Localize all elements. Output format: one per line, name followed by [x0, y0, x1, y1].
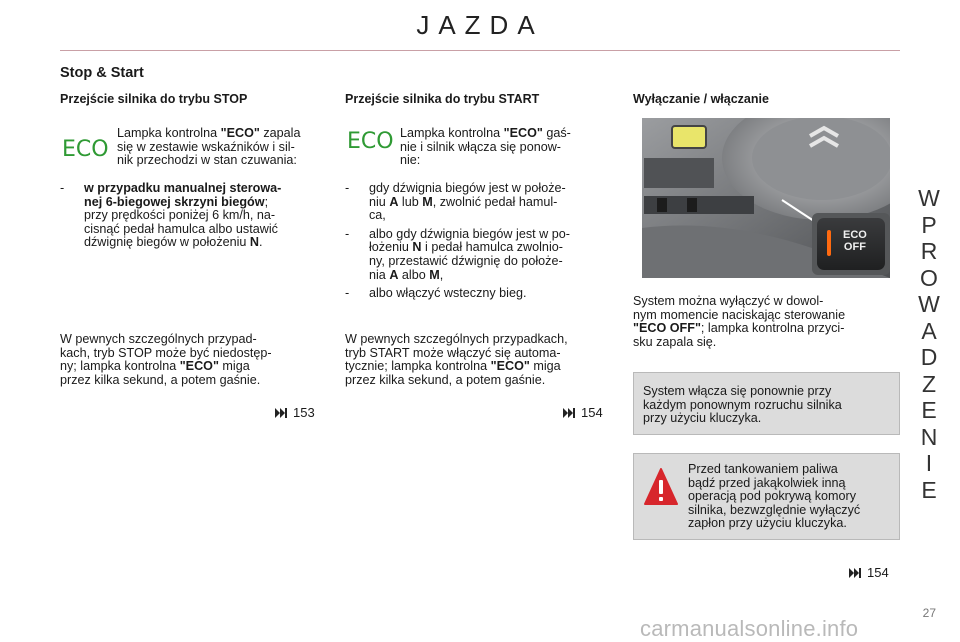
- eco-lamp-icon-text: ECO: [347, 129, 394, 154]
- bullet-dash: -: [60, 181, 65, 195]
- skip-forward-icon: [275, 408, 287, 418]
- t: i pedał hamulca zwolnio-: [421, 240, 563, 255]
- col1-bullet-b2: nej 6-biegowej skrzyni biegów: [84, 194, 265, 209]
- side-label-letter: I: [925, 450, 933, 476]
- col2-lamp-l1b: "ECO": [503, 126, 543, 140]
- col1-note-l3c: miga: [218, 359, 250, 374]
- col3-heading: Wyłączanie / włączanie: [633, 92, 769, 106]
- col2-lamp-l1c: gaś-: [542, 126, 571, 140]
- eco-off-button-zoom: [812, 213, 890, 275]
- t: ,: [439, 267, 444, 282]
- info-l1: System włącza się ponownie przy: [643, 384, 832, 398]
- eco-off-line1: ECO: [843, 229, 867, 241]
- side-label-letter: O: [920, 264, 938, 291]
- col3-desc-l3b: ; lampka kontrolna przyci-: [700, 321, 845, 336]
- t: N: [412, 240, 422, 255]
- col2-lamp-l1a: Lampka kontrolna: [400, 126, 504, 140]
- t: M: [429, 267, 440, 282]
- col1-bullet-l5a: dźwignię biegów w położeniu: [84, 235, 250, 250]
- col2-note-l4: przez kilka sekund, a potem gaśnie.: [345, 372, 546, 387]
- bullet-dash: -: [345, 286, 350, 301]
- col1-bullet-l5b: N: [249, 235, 260, 250]
- col2-note: [345, 333, 613, 387]
- eco-off-line2: OFF: [843, 241, 866, 253]
- col1-note: [60, 333, 325, 387]
- col2-item3-l1: albo włączyć wsteczny bieg.: [369, 286, 527, 301]
- skip-forward-icon: [849, 568, 861, 578]
- ref-number: 153: [293, 405, 315, 420]
- side-label-letter: W: [918, 291, 940, 317]
- col2-lamp-text: [400, 127, 612, 168]
- col2-note-l3b: "ECO": [490, 359, 530, 374]
- side-label-letter: E: [921, 397, 937, 423]
- t: A: [389, 194, 399, 209]
- list-item: [345, 287, 613, 301]
- watermark: carmanualsonline.info: [640, 616, 859, 641]
- t: M: [422, 194, 433, 209]
- col1-bullet-l4: cisnąć pedał hamulca albo ustawić: [84, 221, 278, 236]
- col1-lamp-l2: się w zestawie wskaźników i sil-: [117, 139, 295, 154]
- warn-l1: Przed tankowaniem paliwa: [688, 462, 838, 476]
- t: niu: [369, 194, 390, 209]
- page-title: JAZDA: [416, 10, 544, 40]
- side-label-letter: W: [918, 185, 940, 211]
- eco-lamp-icon-text: ECO: [62, 137, 109, 162]
- col2-note-l1: W pewnych szczególnych przypadkach,: [345, 332, 568, 346]
- info-box: [633, 372, 900, 435]
- side-label-letter: P: [921, 211, 937, 238]
- col1-bullet-b1: w przypadku manualnej sterowa-: [84, 181, 282, 195]
- side-label-letter: D: [920, 344, 938, 370]
- section-title: Stop & Start: [60, 65, 144, 81]
- eco-lamp-icon: [62, 137, 109, 162]
- header-divider: [60, 50, 900, 51]
- col3-desc-l4: sku zapala się.: [633, 334, 717, 349]
- list-item: [345, 182, 613, 223]
- warn-l3: operacją pod pokrywą komory: [688, 489, 856, 504]
- col2-item2-l1: albo gdy dźwignia biegów jest w po-: [369, 226, 570, 241]
- skip-forward-icon: [563, 408, 575, 418]
- col1-note-l4: przez kilka sekund, a potem gaśnie.: [60, 372, 261, 387]
- col1-bullet-semi: ;: [264, 194, 269, 209]
- page-reference-153[interactable]: [275, 405, 315, 420]
- col1-note-l2: kach, tryb STOP może być niedostęp-: [60, 345, 272, 360]
- eco-off-button[interactable]: [817, 218, 885, 270]
- warn-l5: zapłon przy użyciu kluczyka.: [688, 516, 847, 531]
- side-label-letter: R: [920, 238, 938, 264]
- eco-lamp-icon: [347, 129, 394, 154]
- info-l3: przy użyciu kluczyka.: [643, 411, 762, 426]
- t: albo: [398, 267, 430, 282]
- col2-note-l2: tryb START może włączyć się automa-: [345, 345, 561, 360]
- col3-desc-l1: System można wyłączyć w dowol-: [633, 294, 824, 308]
- list-item: [345, 228, 613, 282]
- col1-lamp-l1b: "ECO": [220, 126, 260, 140]
- side-label-letter: N: [920, 423, 938, 450]
- col1-lamp-l1a: Lampka kontrolna: [117, 126, 221, 140]
- col2-item1-l3: ca,: [369, 208, 386, 223]
- t: łożeniu: [369, 240, 413, 255]
- bullet-dash: -: [345, 181, 350, 195]
- warn-l4: silnika, bezwzględnie wyłączyć: [688, 502, 861, 517]
- ref-number: 154: [581, 405, 603, 420]
- col1-lamp-l3: nik przechodzi w stan czuwania:: [117, 153, 297, 168]
- t: nia: [369, 267, 390, 282]
- t: , zwolnić pedał hamul-: [432, 194, 558, 209]
- page-reference-154[interactable]: [563, 405, 603, 420]
- col3-description: [633, 295, 900, 349]
- warning-box: [633, 453, 900, 540]
- t: A: [389, 267, 399, 282]
- col2-note-l3c: miga: [529, 359, 561, 374]
- col1-lamp-l1c: zapala: [259, 126, 301, 140]
- side-section-label: [912, 185, 946, 503]
- info-l2: każdym ponownym rozruchu silnika: [643, 397, 842, 412]
- page-number: 27: [922, 606, 936, 620]
- col3-desc-l2: nym momencie naciskając sterowanie: [633, 307, 846, 322]
- page-reference-154[interactable]: [849, 565, 889, 580]
- col2-list: [345, 182, 613, 301]
- col1-note-l3b: "ECO": [179, 359, 219, 374]
- side-label-letter: Z: [921, 370, 937, 397]
- warning-triangle-icon: [644, 468, 678, 506]
- col1-bullet: [60, 182, 325, 250]
- col2-heading: Przejście silnika do trybu START: [345, 92, 540, 106]
- eco-off-label: [843, 229, 867, 253]
- col1-bullet-l5c: .: [259, 235, 263, 250]
- ref-number: 154: [867, 565, 889, 580]
- col1-note-l1: W pewnych szczególnych przypad-: [60, 332, 257, 346]
- col2-lamp-l3: nie:: [400, 153, 421, 168]
- warn-l2: bądź przed jakąkolwiek inną: [688, 475, 846, 490]
- t: lub: [398, 194, 423, 209]
- col2-item2-l3: ny, przestawić dźwignię do położe-: [369, 253, 563, 268]
- bullet-dash: -: [345, 226, 350, 241]
- col1-lamp-text: [117, 127, 325, 168]
- col1-heading: Przejście silnika do trybu STOP: [60, 92, 248, 106]
- col2-lamp-l2: nie i silnik włącza się ponow-: [400, 139, 561, 154]
- col2-note-l3a: tycznie; lampka kontrolna: [345, 359, 491, 374]
- side-label-letter: E: [921, 476, 937, 503]
- indicator-light-icon: [827, 230, 831, 256]
- col1-note-l3a: ny; lampka kontrolna: [60, 359, 180, 374]
- col1-bullet-l3: przy prędkości poniżej 6 km/h, na-: [84, 208, 276, 223]
- side-label-letter: A: [921, 317, 937, 344]
- col2-item1-l1: gdy dźwignia biegów jest w położe-: [369, 181, 566, 195]
- col3-desc-l3a: "ECO OFF": [633, 321, 701, 336]
